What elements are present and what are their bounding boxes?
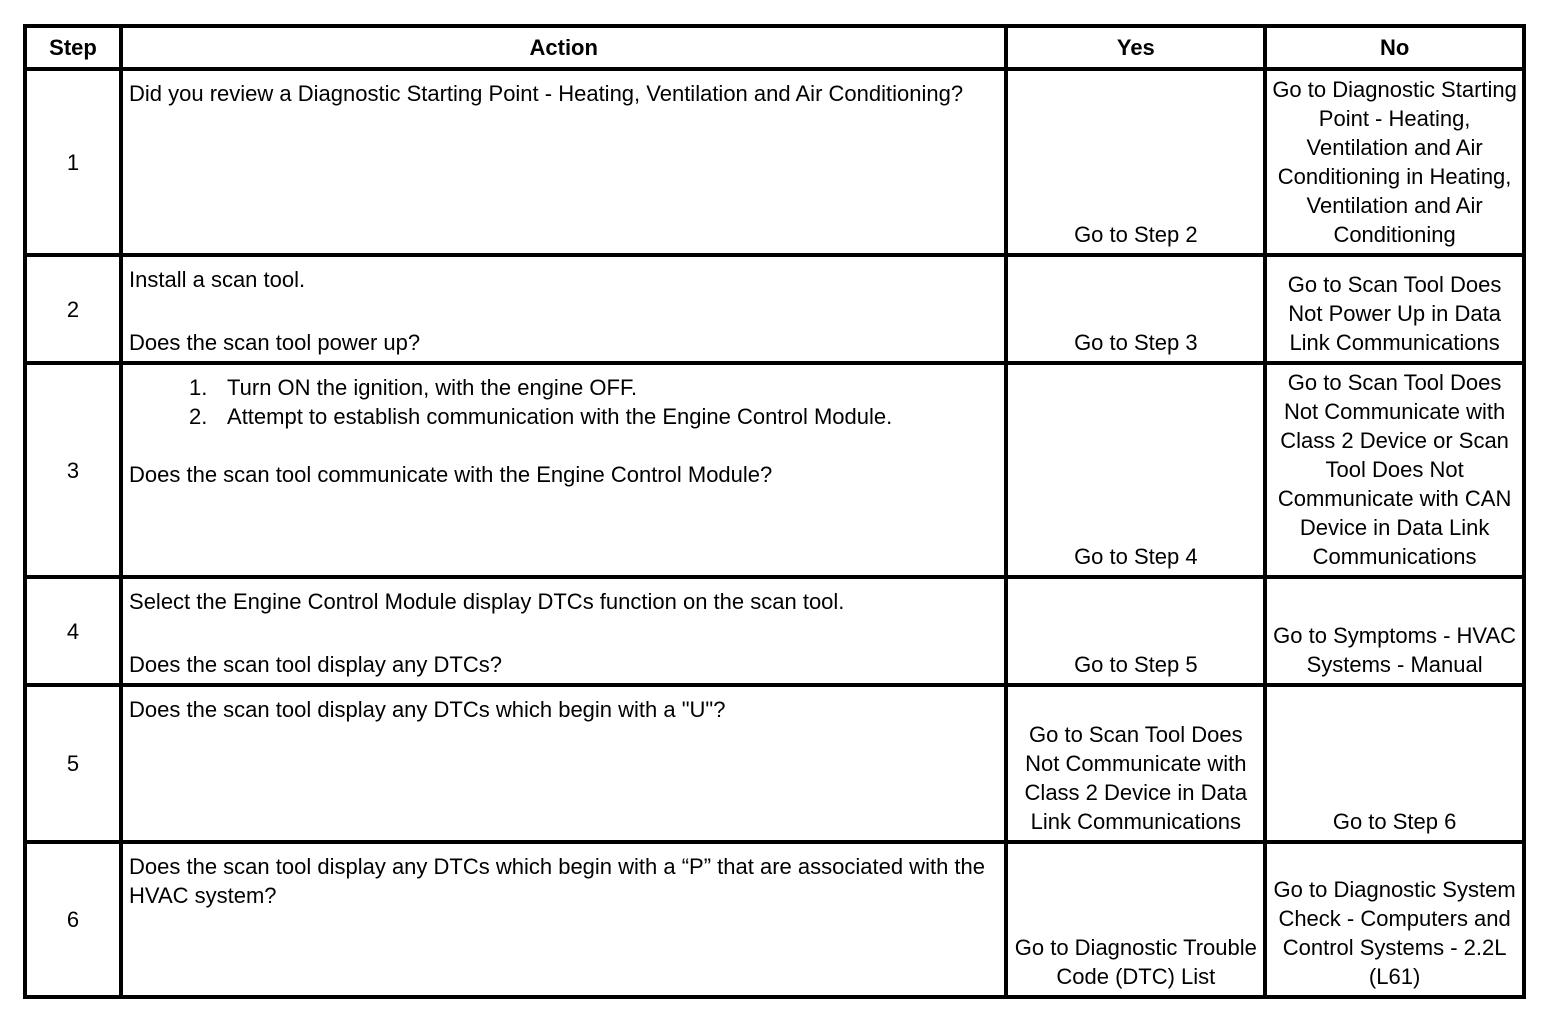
list-item-number: 2.	[189, 404, 208, 429]
no-link[interactable]: Go to Diagnostic Starting Point - Heating, Ventilation and Air Conditioning in Heating, Ventilation and Air Conditioning	[1272, 77, 1517, 247]
yes-cell	[1006, 363, 1265, 577]
list-item	[189, 402, 996, 431]
action-cell	[121, 69, 1006, 255]
step-number: 2	[25, 255, 121, 363]
action-question: Does the scan tool power up?	[129, 330, 421, 355]
action-question: Does the scan tool display any DTCs which begin with a “P” that are associated with the HVAC system?	[129, 854, 985, 908]
header-action: Action	[121, 26, 1006, 69]
yes-link[interactable]: Go to Step 3	[1074, 330, 1198, 355]
table-row	[25, 69, 1524, 255]
action-question: Does the scan tool communicate with the Engine Control Module?	[129, 462, 773, 487]
no-link[interactable]: Go to Diagnostic System Check - Computers and Control Systems - 2.2L (L61)	[1273, 877, 1516, 989]
header-step: Step	[25, 26, 121, 69]
no-link[interactable]: Go to Step 6	[1332, 809, 1457, 834]
no-link[interactable]: Go to Scan Tool Does Not Power Up in Data Link Communications	[1287, 272, 1502, 355]
no-cell	[1265, 685, 1524, 842]
header-yes: Yes	[1006, 26, 1265, 69]
yes-cell	[1006, 577, 1265, 685]
table-row	[25, 577, 1524, 685]
no-link[interactable]: Go to Scan Tool Does Not Communicate with Class 2 Device or Scan Tool Does Not Communicate with CAN Device in Data Link Communications	[1277, 370, 1512, 569]
step-number: 4	[25, 577, 121, 685]
list-item-text: Turn ON the ignition, with the engine OFF.	[227, 375, 638, 400]
yes-cell	[1006, 685, 1265, 842]
no-cell	[1265, 842, 1524, 997]
yes-link[interactable]: Go to Step 5	[1074, 652, 1198, 677]
action-instruction: Install a scan tool.	[129, 267, 306, 292]
action-question: Does the scan tool display any DTCs?	[129, 652, 502, 677]
action-question: Did you review a Diagnostic Starting Point - Heating, Ventilation and Air Conditioning?	[129, 81, 964, 106]
header-no: No	[1265, 26, 1524, 69]
step-number: 3	[25, 363, 121, 577]
step-number: 1	[25, 69, 121, 255]
list-item-number: 1.	[189, 375, 208, 400]
yes-link[interactable]: Go to Scan Tool Does Not Communicate with Class 2 Device in Data Link Communications	[1024, 722, 1248, 834]
action-cell	[121, 255, 1006, 363]
table-row	[25, 255, 1524, 363]
action-instruction: Select the Engine Control Module display DTCs function on the scan tool.	[129, 589, 845, 614]
yes-cell	[1006, 255, 1265, 363]
no-link[interactable]: Go to Symptoms - HVAC Systems - Manual	[1273, 623, 1517, 677]
table-row	[25, 363, 1524, 577]
yes-link[interactable]: Go to Step 4	[1074, 544, 1198, 569]
action-steps-list	[129, 373, 996, 431]
header-row	[25, 26, 1524, 69]
yes-link[interactable]: Go to Step 2	[1074, 222, 1198, 247]
no-cell	[1265, 69, 1524, 255]
no-cell	[1265, 255, 1524, 363]
action-cell	[121, 577, 1006, 685]
no-cell	[1265, 363, 1524, 577]
yes-cell	[1006, 69, 1265, 255]
yes-link[interactable]: Go to Diagnostic Trouble Code (DTC) List	[1014, 935, 1257, 989]
table-row	[25, 685, 1524, 842]
list-item-text: Attempt to establish communication with the Engine Control Module.	[227, 404, 893, 429]
list-item	[189, 373, 996, 402]
step-number: 6	[25, 842, 121, 997]
diagnostic-table	[23, 24, 1526, 999]
step-number: 5	[25, 685, 121, 842]
table-row	[25, 842, 1524, 997]
action-cell	[121, 842, 1006, 997]
action-cell	[121, 685, 1006, 842]
no-cell	[1265, 577, 1524, 685]
yes-cell	[1006, 842, 1265, 997]
action-question: Does the scan tool display any DTCs which begin with a "U"?	[129, 697, 726, 722]
action-cell	[121, 363, 1006, 577]
